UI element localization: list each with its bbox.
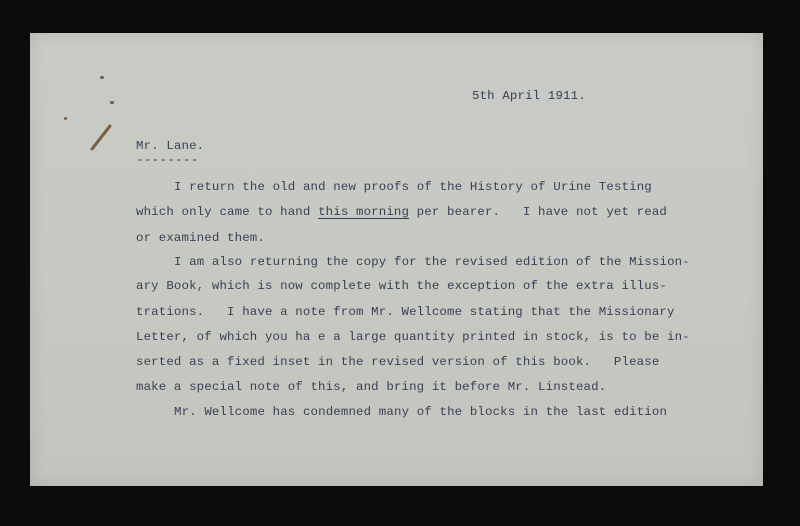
body-line: which only came to hand this morning per bearer. I have not yet read	[136, 205, 668, 219]
letter-date: 5th April 1911.	[472, 89, 586, 103]
typed-letter	[30, 33, 763, 486]
body-line: or examined them.	[136, 231, 265, 245]
body-line: I am also returning the copy for the revised edition of the Mission-	[174, 255, 690, 269]
body-line: serted as a fixed inset in the revised version of this book. Please	[136, 355, 660, 369]
addressee-rule: --------	[136, 153, 199, 167]
body-line: ary Book, which is now complete with the exception of the extra illus-	[136, 279, 667, 293]
letter-sheet	[30, 33, 763, 486]
body-line: I return the old and new proofs of the History of Urine Testing	[174, 180, 652, 194]
underlined-phrase: this morning	[318, 205, 410, 219]
body-line: Letter, of which you ha e a large quantity printed in stock, is to be in-	[136, 330, 690, 344]
body-line: make a special note of this, and bring it before Mr. Linstead.	[136, 380, 607, 394]
body-line: Mr. Wellcome has condemned many of the blocks in the last edition	[174, 405, 668, 419]
letter-addressee: Mr. Lane.	[136, 139, 205, 153]
body-line: trations. I have a note from Mr. Wellcome stating that the Missionary	[136, 305, 675, 319]
